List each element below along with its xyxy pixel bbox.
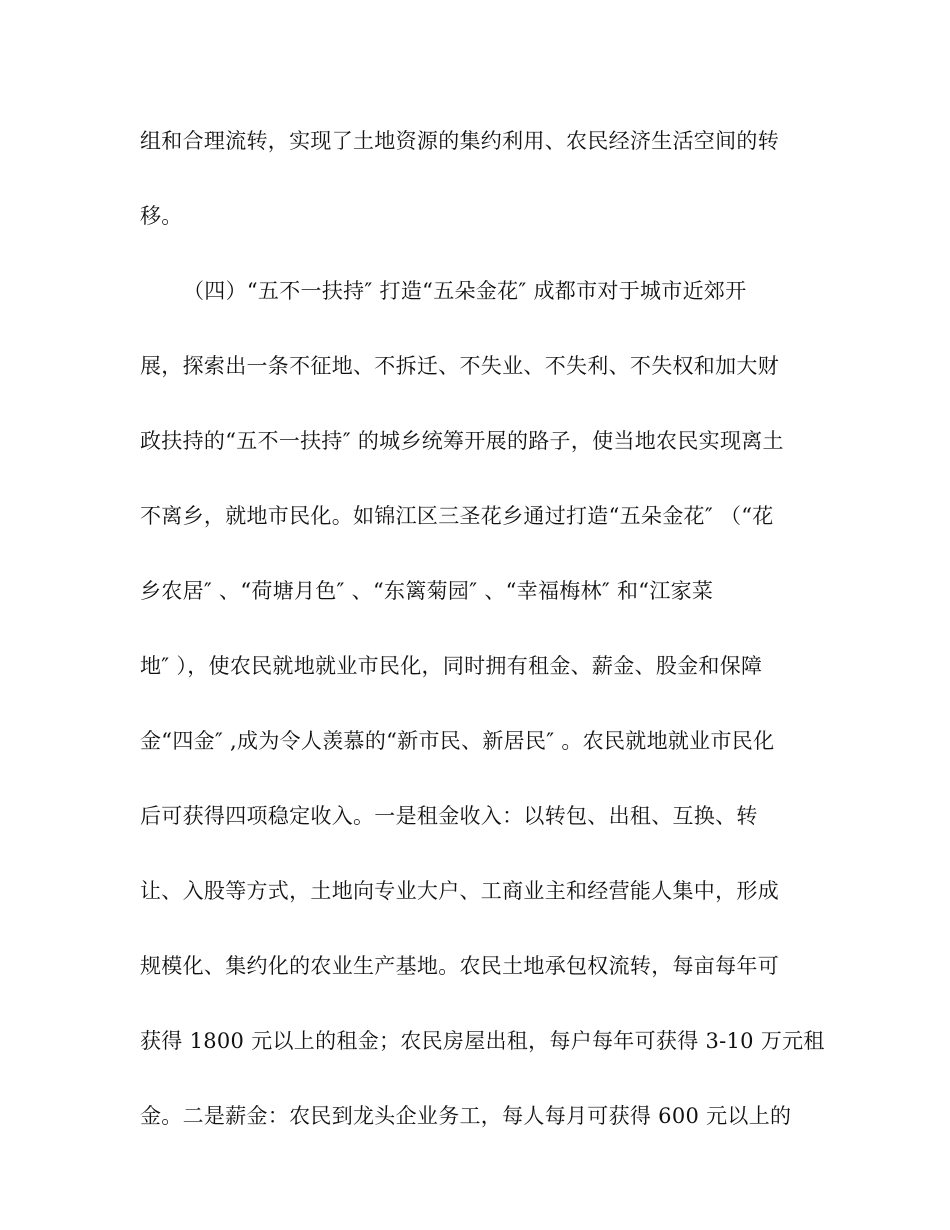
text-line: 后可获得四项稳定收入。一是租金收入：以转包、出租、互换、转 bbox=[140, 804, 758, 828]
text-line: 金。二是薪金：农民到龙头企业务工，每人每月可获得 600 元以上的 bbox=[140, 1104, 792, 1128]
text-line: 政扶持的“五不一扶持″ 的城乡统筹开展的路子，使当地农民实现离土 bbox=[140, 429, 784, 453]
paragraph-heading-line: （四）“五不一扶持″ 打造“五朵金花″ 成都市对于城市近郊开 bbox=[183, 279, 747, 303]
text-line: 展，探索出一条不征地、不拆迁、不失业、不失利、不失权和加大财 bbox=[140, 354, 779, 378]
text-line: 地″ ），使农民就地就业市民化，同时拥有租金、薪金、股金和保障 bbox=[140, 654, 763, 678]
text-line: 金“四金″ ,成为令人羡慕的“新市民、新居民″ 。农民就地就业市民化 bbox=[140, 729, 775, 753]
text-line: 让、入股等方式，土地向专业大户、工商业主和经营能人集中，形成 bbox=[140, 879, 779, 903]
text-line: 移。 bbox=[140, 204, 183, 228]
text-line: 规模化、集约化的农业生产基地。农民土地承包权流转，每亩每年可 bbox=[140, 954, 779, 978]
text-line: 不离乡，就地市民化。如锦江区三圣花乡通过打造“五朵金花″ （“花 bbox=[140, 504, 774, 528]
text-line: 乡农居″ 、“荷塘月色″ 、“东篱菊园″ 、“幸福梅林″ 和“江家菜 bbox=[140, 579, 714, 603]
text-line: 获得 1800 元以上的租金；农民房屋出租，每户每年可获得 3-10 万元租 bbox=[140, 1029, 825, 1053]
text-line: 组和合理流转，实现了土地资源的集约利用、农民经济生活空间的转 bbox=[140, 129, 779, 153]
